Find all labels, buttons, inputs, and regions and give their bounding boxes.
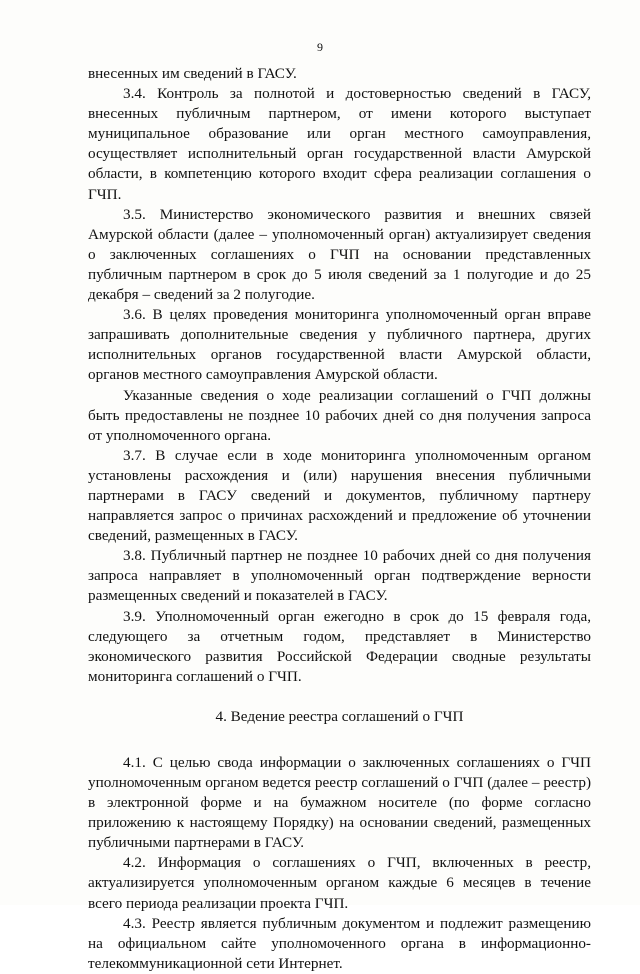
- paragraph-continuation: внесенных им сведений в ГАСУ.: [88, 65, 297, 82]
- paragraph-3-4: 3.4. Контроль за полнотой и достоверностью сведений в ГАСУ, внесенных публичным партнером, от имени которого выступает муниципальное образование или орган местного самоуправления, осуществляет исполнительный орган государственной власти Амурской области, в компетенцию которого входит сфера реализации соглашения о ГЧП.: [88, 85, 591, 203]
- paragraph-3-5: 3.5. Министерство экономического развития и внешних связей Амурской области (далее – уполномоченный орган) актуализирует сведения о заключенных соглашениях о ГЧП на основании представленных публичным партнером в срок до 5 июля сведений за 1 полугодие и до 25 декабря – сведений за 2 полугодие.: [88, 205, 591, 304]
- paragraph-3-9: 3.9. Уполномоченный орган ежегодно в срок до 15 февраля года, следующего за отчетным годом, представляет в Министерство экономического развития Российской Федерации сводные результаты мониторинга соглашений о ГЧП.: [88, 607, 591, 685]
- section-4: [88, 753, 591, 974]
- document-body: [88, 64, 591, 974]
- paragraph-4-1: 4.1. С целью свода информации о заключенных соглашениях о ГЧП уполномоченным органом ведется реестр соглашений о ГЧП (далее – реестр) в электронной форме и на бумажном носителе (по форме согласно приложению к настоящему Порядку) на основании сведений, размещенных публичными партнерами в ГАСУ.: [88, 753, 591, 852]
- section-4-heading: 4. Ведение реестра соглашений о ГЧП: [215, 707, 464, 725]
- paragraph-3-7: 3.7. В случае если в ходе мониторинга уполномоченным органом установлены расхождения и (или) нарушения внесения публичными партнерами в ГАСУ сведений и документов, публичному партнеру направляется запрос о причинах расхождений и предложение об уточнении сведений, размещенных в ГАСУ.: [88, 446, 591, 545]
- page-number: 9: [317, 40, 323, 54]
- paragraph-4-2: 4.2. Информация о соглашениях о ГЧП, включенных в реестр, актуализируется уполномоченным органом каждые 6 месяцев в течение всего периода реализации проекта ГЧП.: [88, 854, 591, 912]
- paragraph-3-8: 3.8. Публичный партнер не позднее 10 рабочих дней со дня получения запроса направляет в уполномоченный орган подтверждение верности размещенных сведений и показателей в ГАСУ.: [88, 547, 591, 605]
- paragraph-3-6: 3.6. В целях проведения мониторинга уполномоченный орган вправе запрашивать дополнительные сведения у публичного партнера, других исполнительных органов государственной власти Амурской области, органов местного самоуправления Амурской области.: [88, 306, 591, 384]
- section-3-continued: [88, 64, 591, 687]
- paragraph-3-6-note: Указанные сведения о ходе реализации соглашений о ГЧП должны быть предоставлены не позднее 10 рабочих дней со дня получения запроса от уполномоченного органа.: [88, 386, 591, 444]
- paragraph-4-3: 4.3. Реестр является публичным документом и подлежит размещению на официальном сайте уполномоченного органа в информационно-телекоммуникационной сети Интернет.: [88, 914, 591, 972]
